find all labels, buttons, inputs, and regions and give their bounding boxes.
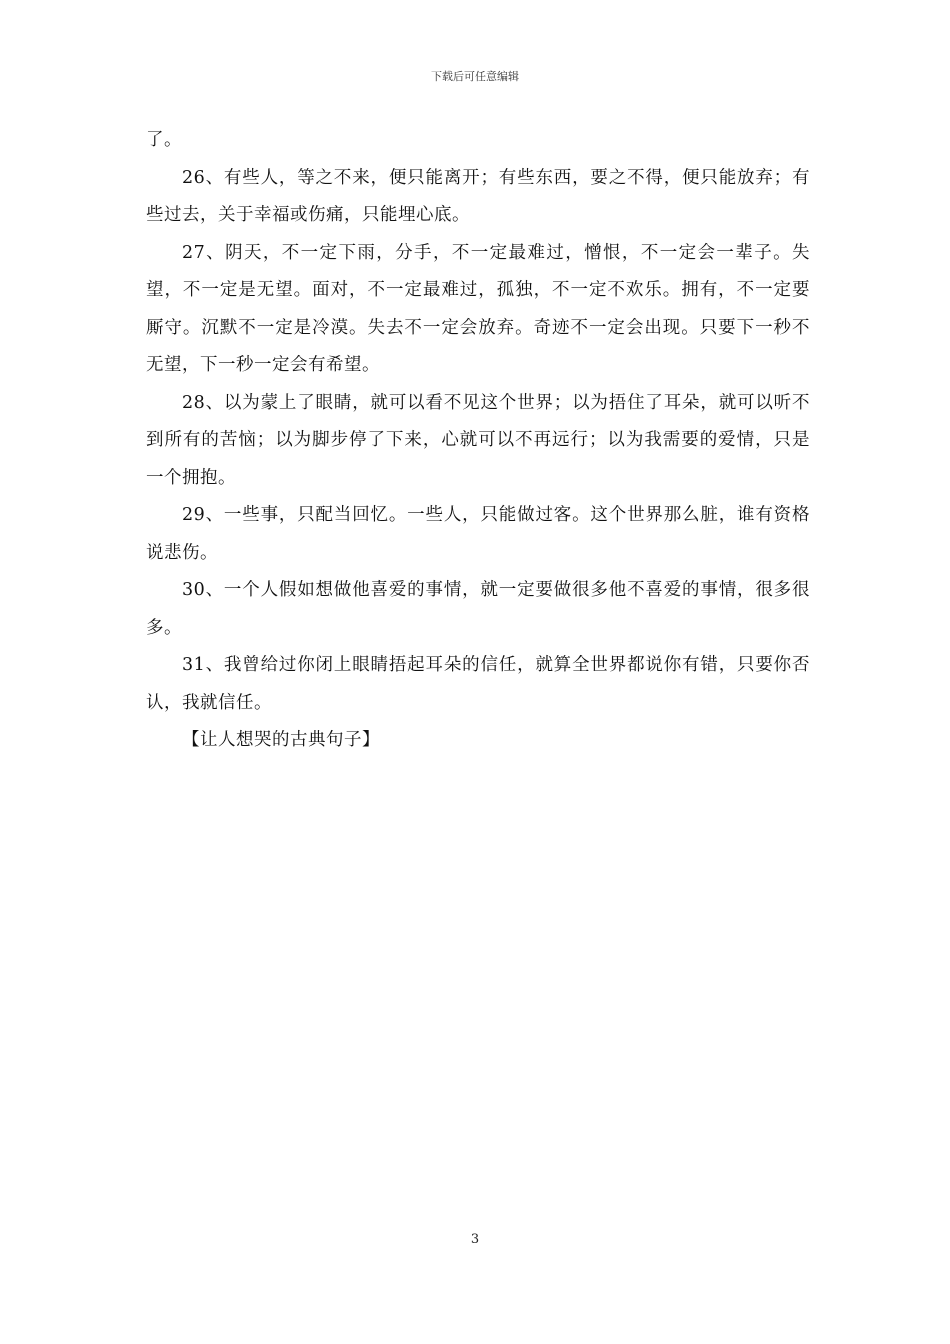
page-number: 3 [470,1232,480,1247]
paragraph-28: 28、以为蒙上了眼睛，就可以看不见这个世界；以为捂住了耳朵，就可以听不到所有的苦恼；以为脚步停了下来，心就可以不再远行；以为我需要的爱情，只是一个拥抱。 [146,392,810,488]
section-heading: 【让人想哭的古典句子】 [182,730,380,750]
paragraph-27: 27、阴天，不一定下雨，分手，不一定最难过，憎恨，不一定会一辈子。失望，不一定是无望。面对，不一定最难过，孤独，不一定不欢乐。拥有，不一定要厮守。沉默不一定是冷漠。失去不一定会放弃。奇迹不一定会出现。只要下一秒不无望，下一秒一定会有希望。 [146,242,810,375]
paragraph-31: 31、我曾给过你闭上眼睛捂起耳朵的信任，就算全世界都说你有错，只要你否认，我就信任。 [146,655,810,713]
paragraph-30: 30、一个人假如想做他喜爱的事情，就一定要做很多他不喜爱的事情，很多很多。 [146,580,810,638]
document-body [146,122,810,760]
paragraph-26: 26、有些人，等之不来，便只能离开；有些东西，要之不得，便只能放弃；有些过去，关于幸福或伤痛，只能埋心底。 [146,167,810,225]
paragraph-continuation: 了。 [146,130,182,150]
paragraph-29: 29、一些事，只配当回忆。一些人，只能做过客。这个世界那么脏，谁有资格说悲伤。 [146,505,810,563]
page-header: 下载后可任意编辑 [431,70,519,83]
